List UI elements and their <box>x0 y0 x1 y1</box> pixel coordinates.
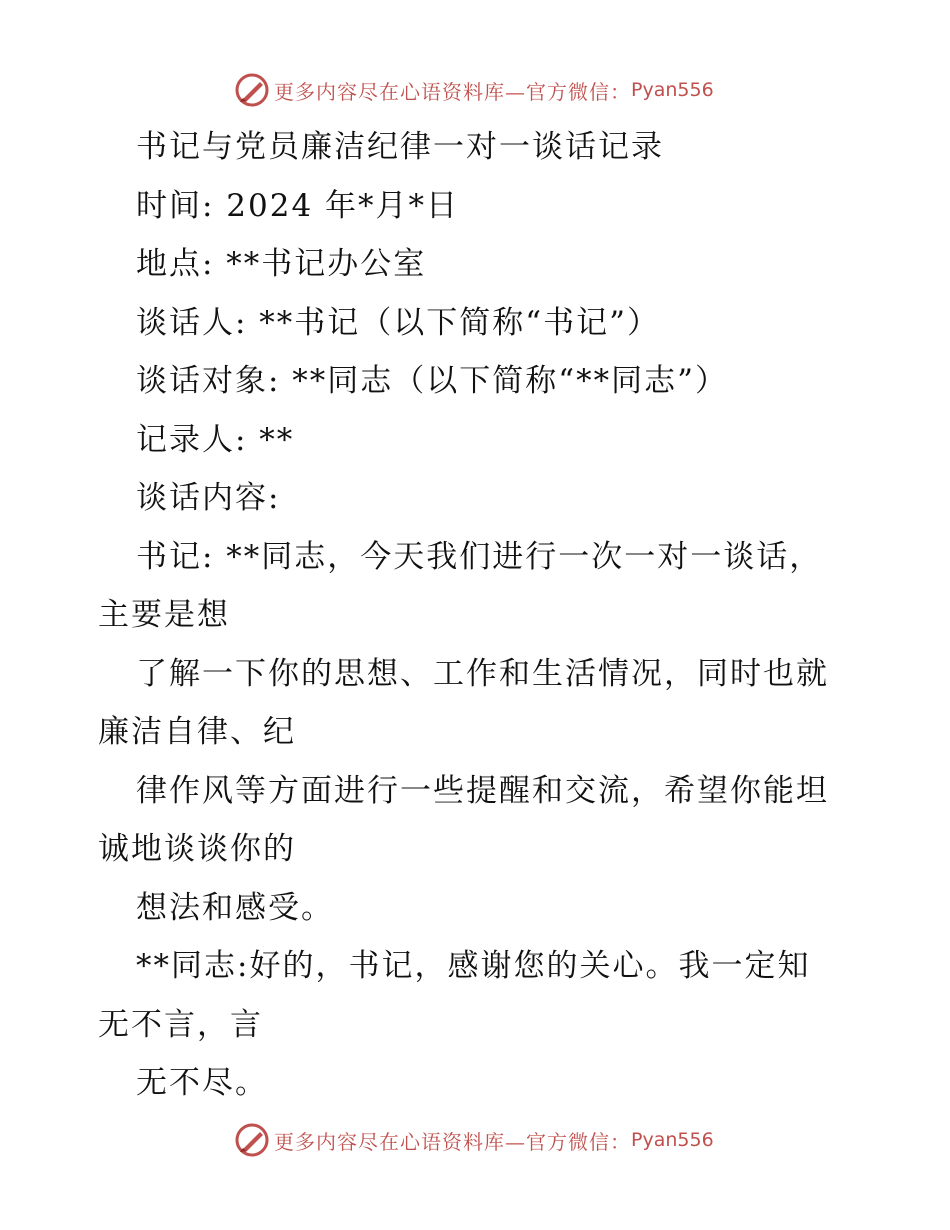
recorder-line: 记录人: ** <box>136 421 295 458</box>
meeting-time: 时间: 2024 年*月*日 <box>136 187 460 224</box>
content-line: 诚地谈谈你的 <box>98 831 296 867</box>
content-line: 廉洁自律、纪 <box>98 714 296 750</box>
content-line: 了解一下你的思想、工作和生活情况，同时也就 <box>136 655 829 692</box>
speaker-line: 谈话人: **书记（以下简称“书记”） <box>136 304 660 341</box>
target-line: 谈话对象: **同志（以下简称“**同志”） <box>136 363 728 399</box>
content-line: 想法和感受。 <box>136 889 334 926</box>
footer-watermark <box>234 1120 714 1160</box>
footer-banner-text: 更多内容尽在心语资料库—官方微信： <box>274 1129 631 1154</box>
content-line: 无不言，言 <box>98 1006 263 1043</box>
header-watermark <box>234 70 714 110</box>
content-label: 谈话内容: <box>136 480 281 516</box>
meeting-location: 地点: **书记办公室 <box>136 246 427 282</box>
document-title: 书记与党员廉洁纪律一对一谈话记录 <box>136 129 664 165</box>
header-banner-text: 更多内容尽在心语资料库—官方微信： <box>274 79 631 104</box>
content-line: 主要是想 <box>98 597 230 633</box>
content-line: 无不尽。 <box>136 1065 268 1101</box>
header-wechat-id: Pyan556 <box>631 79 714 101</box>
content-line: 书记: **同志，今天我们进行一次一对一谈话， <box>136 538 823 575</box>
content-line: 律作风等方面进行一些提醒和交流，希望你能坦 <box>136 772 829 809</box>
document-body <box>98 118 858 1113</box>
pen-logo-icon <box>234 1122 270 1158</box>
footer-wechat-id: Pyan556 <box>631 1129 714 1151</box>
content-line: **同志:好的，书记，感谢您的关心。我一定知 <box>136 948 811 984</box>
pen-logo-icon <box>234 72 270 108</box>
